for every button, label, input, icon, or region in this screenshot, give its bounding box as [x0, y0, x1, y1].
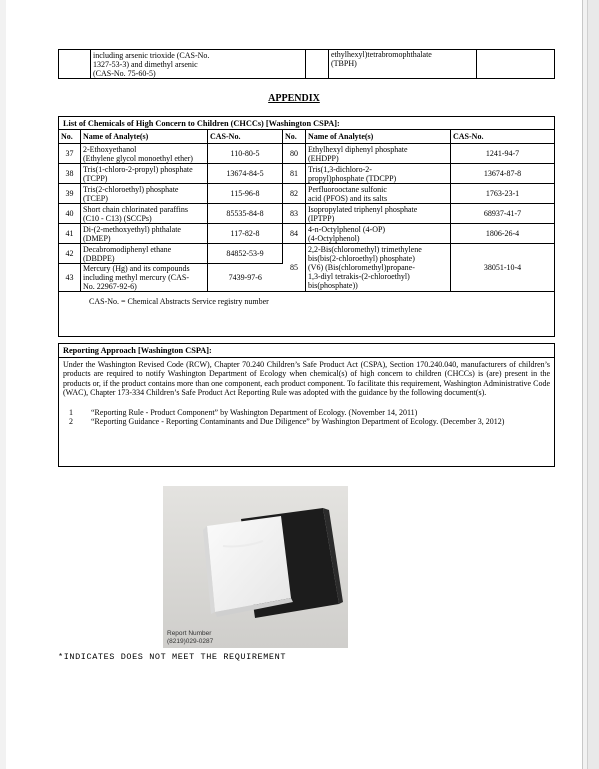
cas-number — [208, 144, 283, 164]
doc-number: 1 — [69, 407, 73, 417]
reporting-approach-box — [58, 343, 555, 467]
analyte-name — [306, 204, 451, 224]
analyte-name-line: Short chain chlorinated paraffins — [83, 204, 188, 214]
table-row — [59, 184, 554, 204]
top-right-cell — [329, 50, 477, 79]
list-item — [63, 417, 550, 426]
doc-title: “Reporting Guidance - Reporting Contaminants and Due Diligence” by Washington Department of Ecology. (December 3, 2012) — [91, 417, 505, 427]
cas-number-line: 38051-10-4 — [483, 263, 522, 272]
analyte-name-line: (Ethylene glycol monoethyl ether) — [83, 153, 193, 163]
analyte-name — [306, 164, 451, 184]
col-header-cas: CAS-No. — [451, 130, 555, 144]
reference-documents — [63, 408, 550, 427]
cas-number-line: 115-96-8 — [230, 189, 260, 198]
cas-number-line: 7439-97-6 — [228, 273, 262, 282]
document-page — [6, 0, 583, 769]
analyte-name-line: 2-Ethoxyethanol — [83, 144, 137, 154]
chcc-list-box — [58, 116, 555, 337]
chcc-list-title: List of Chemicals of High Concern to Children (CHCCs) [Washington CSPA]: — [59, 117, 554, 130]
row-number — [59, 144, 81, 164]
analyte-name-line: Decabromodiphenyl ethane — [83, 244, 172, 254]
cas-number-line: 1241-94-7 — [485, 149, 520, 158]
top-right-line: (TBPH) — [331, 59, 357, 68]
analyte-name-line: (V6) (Bis(chloromethyl)propane- — [308, 263, 415, 272]
analyte-name-line: acid (PFOS) and its salts — [308, 193, 388, 203]
row-number-line: 83 — [290, 209, 298, 218]
table-row — [59, 164, 554, 184]
row-number — [59, 184, 81, 204]
analyte-name-line: Tris(1,3-dichloro-2- — [308, 164, 372, 174]
row-number — [59, 264, 81, 292]
row-number-line: 82 — [290, 189, 298, 198]
analyte-name-line: (TCPP) — [83, 173, 108, 183]
row-number-line: 43 — [65, 273, 74, 282]
col-header-cas: CAS-No. — [208, 130, 283, 144]
cas-number — [208, 164, 283, 184]
row-number — [283, 164, 306, 184]
analyte-name-line: Isopropylated triphenyl phosphate — [308, 204, 418, 214]
list-item — [63, 408, 550, 417]
cas-number — [451, 204, 555, 224]
analyte-name-line: (TCEP) — [83, 193, 108, 203]
cas-number — [451, 144, 555, 164]
analyte-name-line: (DMEP) — [83, 233, 111, 243]
cas-number-line: 85535-84-8 — [226, 209, 264, 218]
col-header-name: Name of Analyte(s) — [306, 130, 451, 144]
cas-number — [208, 224, 283, 244]
chcc-table — [59, 130, 554, 292]
row-number-line: 81 — [290, 169, 298, 178]
doc-number: 2 — [69, 417, 73, 427]
col-header-name: Name of Analyte(s) — [81, 130, 208, 144]
analyte-name-line: bis(bis(2-chloroethyl) phosphate) — [308, 254, 415, 263]
top-left-line: (CAS-No. 75-60-5) — [93, 68, 156, 78]
row-number — [59, 204, 81, 224]
row-number — [59, 244, 81, 264]
cas-number — [451, 184, 555, 204]
cas-number-line: 110-80-5 — [230, 149, 260, 158]
row-number-line: 39 — [65, 189, 74, 198]
row-number — [283, 244, 306, 292]
caption-line: Report Number — [167, 630, 212, 637]
sample-photo — [163, 486, 348, 648]
row-number — [283, 144, 306, 164]
row-number — [283, 224, 306, 244]
cas-number-line: 84852-53-9 — [226, 249, 264, 258]
table-row — [59, 224, 554, 244]
analyte-name — [81, 244, 208, 264]
analyte-name-line: (IPTPP) — [308, 213, 335, 223]
analyte-name-line: 1,3-diyl tetrakis-(2-chloroethyl) — [308, 272, 410, 281]
cas-number-line: 13674-84-5 — [226, 169, 264, 178]
analyte-name — [81, 264, 208, 292]
analyte-name-line: Ethylhexyl diphenyl phosphate — [308, 144, 408, 154]
row-number — [283, 184, 306, 204]
cas-number-line: 117-82-8 — [230, 229, 260, 238]
cas-number-line: 68937-41-7 — [483, 209, 522, 218]
table-row — [59, 244, 554, 264]
analyte-name-line: including methyl mercury (CAS- — [83, 273, 189, 282]
continued-table-row — [58, 49, 555, 79]
row-number-line: 85 — [290, 263, 298, 272]
row-number — [59, 224, 81, 244]
table-row — [59, 144, 554, 164]
row-number — [283, 204, 306, 224]
analyte-name-line: 2,2-Bis(chloromethyl) trimethylene — [308, 245, 422, 254]
analyte-name — [81, 224, 208, 244]
cas-number-line: 13674-87-8 — [483, 169, 522, 178]
cas-number — [451, 244, 555, 292]
cas-number-line: 1763-23-1 — [485, 189, 520, 198]
cas-number — [208, 204, 283, 224]
row-number-line: 80 — [290, 149, 298, 158]
analyte-name-line: (DBDPE) — [83, 253, 115, 263]
caption-line: (8219)029-0287 — [167, 637, 214, 645]
analyte-name-line: bis(phosphate)) — [308, 281, 358, 290]
table-header-row — [59, 130, 554, 144]
row-number-line: 37 — [65, 149, 74, 158]
analyte-name-line: (C10 - C13) (SCCPs) — [83, 213, 152, 223]
analyte-name-line: Di-(2-methoxyethyl) phthalate — [83, 224, 181, 234]
table-row — [59, 204, 554, 224]
fabric-sample-image — [163, 486, 348, 648]
analyte-name — [81, 204, 208, 224]
analyte-name-line: Tris(1-chloro-2-propyl) phosphate — [83, 164, 193, 174]
cas-number — [208, 244, 283, 264]
viewer-scrollbar[interactable] — [587, 0, 599, 769]
reporting-body — [59, 358, 554, 426]
analyte-name — [306, 244, 451, 292]
analyte-name — [81, 144, 208, 164]
analyte-name-line: No. 22967-92-6) — [83, 282, 137, 291]
top-left-line: 1327-53-3) and dimethyl arsenic — [93, 59, 198, 69]
analyte-name-line: 4-n-Octylphenol (4-OP) — [308, 224, 386, 234]
analyte-name — [306, 224, 451, 244]
cas-number — [451, 164, 555, 184]
row-number-line: 84 — [290, 229, 298, 238]
analyte-name — [81, 184, 208, 204]
col-header-no: No. — [283, 130, 306, 144]
photo-caption — [167, 630, 213, 645]
col-header-no: No. — [59, 130, 81, 144]
row-number — [59, 164, 81, 184]
top-left-line: including arsenic trioxide (CAS-No. — [93, 50, 210, 60]
top-left-cell — [91, 50, 306, 79]
row-number-line: 42 — [65, 249, 74, 258]
footer-note: *INDICATES DOES NOT MEET THE REQUIREMENT — [58, 652, 287, 662]
row-number-line: 38 — [65, 169, 74, 178]
analyte-name-line: Perfluorooctane sulfonic — [308, 184, 387, 194]
doc-title: “Reporting Rule - Product Component” by Washington Department of Ecology. (November 14, 2011) — [91, 407, 418, 417]
analyte-name-line: propyl)phosphate (TDCPP) — [308, 173, 397, 183]
analyte-name-line: Mercury (Hg) and its compounds — [83, 264, 190, 273]
reporting-paragraph: Under the Washington Revised Code (RCW), Chapter 70.240 Children’s Safe Product Act (CSPA), Section 170.240.040, manufacturers of children’s products are required to notify Washington Department of Ecology when chemical(s) of high concern to children (CHCCs) is (are) present in the products or, if the product contains more than one component, each product component. To facilitate this requirement, Washington Administrative Code (WAC), Chapter 173-334 Children’s Safe Product Act Reporting Rule was adopted with the guidance by the following document(s). — [63, 360, 550, 398]
analyte-name-line: (4-Octylphenol) — [308, 233, 360, 243]
analyte-name — [306, 184, 451, 204]
row-number-line: 40 — [65, 209, 74, 218]
cas-number-line: 1806-26-4 — [485, 229, 520, 238]
row-number-line: 41 — [65, 229, 74, 238]
analyte-name-line: Tris(2-chloroethyl) phosphate — [83, 184, 179, 194]
appendix-heading: APPENDIX — [268, 93, 320, 104]
cas-number — [208, 264, 283, 292]
analyte-name-line: (EHDPP) — [308, 153, 339, 163]
cas-number — [451, 224, 555, 244]
cas-number — [208, 184, 283, 204]
reporting-title: Reporting Approach [Washington CSPA]: — [59, 344, 554, 358]
cas-note: CAS-No. = Chemical Abstracts Service registry number — [89, 297, 269, 306]
analyte-name — [306, 144, 451, 164]
top-right-line: ethylhexyl)tetrabromophthalate — [331, 50, 432, 59]
analyte-name — [81, 164, 208, 184]
